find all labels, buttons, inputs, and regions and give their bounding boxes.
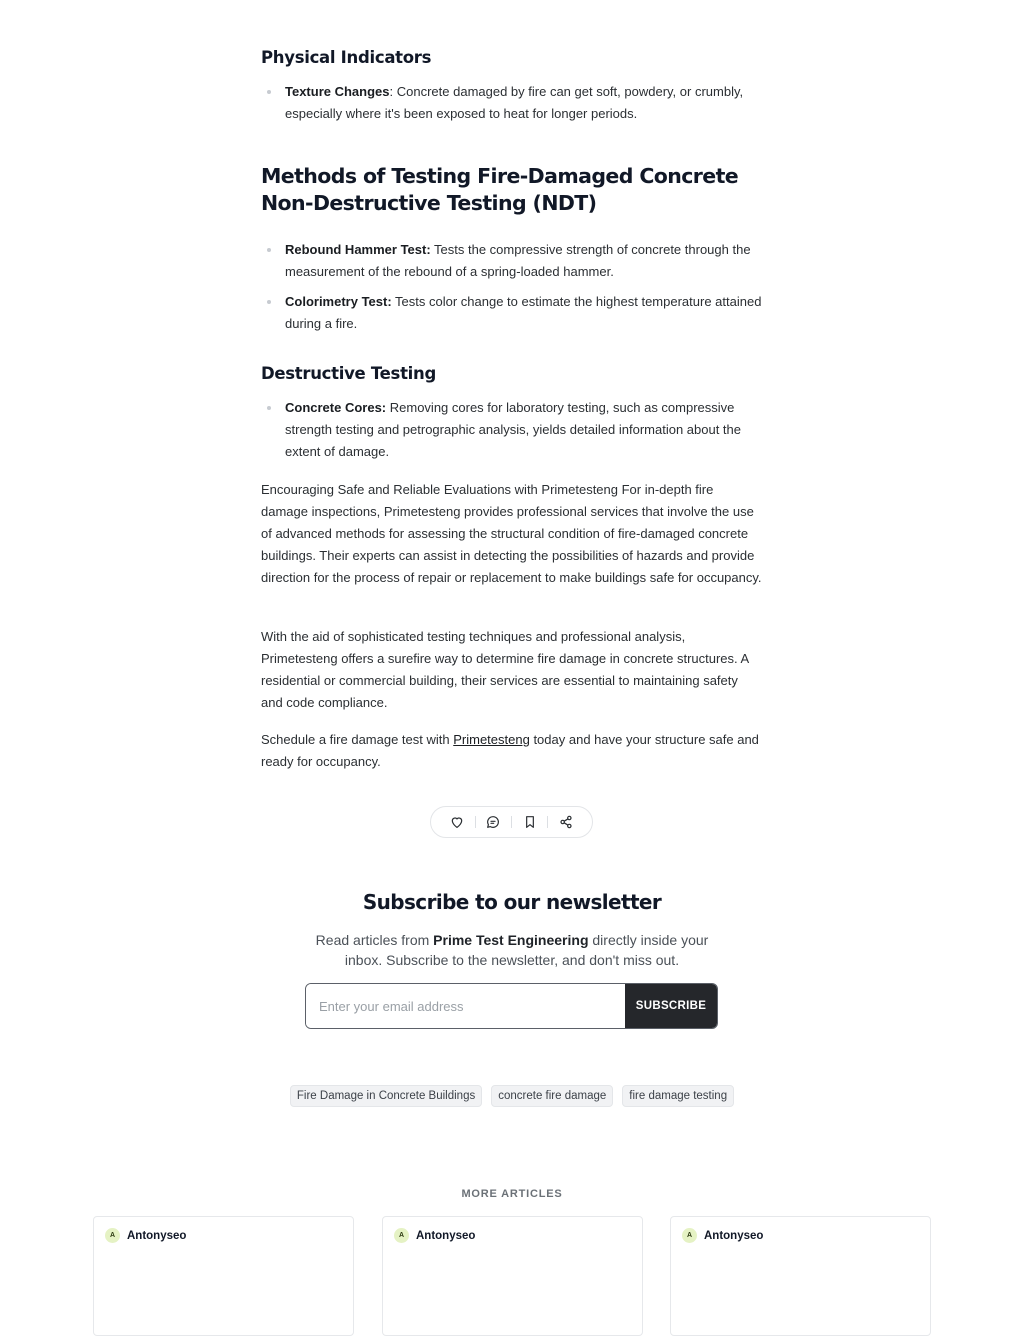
subscribe-form: [305, 983, 718, 1029]
list-item: [261, 397, 763, 463]
share-icon: [558, 814, 574, 830]
paragraph-schedule: [261, 729, 763, 773]
tag-fire-damage-in-concrete-buildings[interactable]: Fire Damage in Concrete Buildings: [290, 1085, 482, 1107]
bookmark-button[interactable]: [519, 811, 541, 833]
comment-button[interactable]: [482, 811, 504, 833]
physical-indicators-heading: Physical Indicators: [261, 48, 432, 67]
author-name[interactable]: Antonyseo: [127, 1229, 187, 1242]
author-name[interactable]: Antonyseo: [416, 1229, 476, 1242]
list-item-term: Texture Changes: [285, 84, 390, 99]
avatar: A: [394, 1228, 409, 1243]
comment-icon: [485, 814, 501, 830]
list-item-term: Concrete Cores:: [285, 400, 387, 415]
email-input[interactable]: [306, 984, 625, 1028]
share-button[interactable]: [555, 811, 577, 833]
divider: [511, 816, 512, 828]
list-item-term: Rebound Hammer Test:: [285, 242, 431, 257]
list-item-text: Concrete damaged by fire can get soft, powdery, or crumbly, especially where it's been exposed to heat for longer periods.: [285, 84, 744, 121]
ndt-list: [261, 239, 763, 343]
newsletter-brand: Prime Test Engineering: [433, 932, 589, 948]
newsletter-description: [307, 931, 717, 970]
divider: [547, 816, 548, 828]
destructive-list: [261, 397, 763, 471]
avatar: A: [682, 1228, 697, 1243]
heart-icon: [449, 814, 465, 830]
article-card[interactable]: [93, 1216, 354, 1336]
list-item-text: Tests color change to estimate the highest temperature attained during a fire.: [285, 294, 762, 331]
list-item: [261, 291, 763, 335]
methods-heading: Methods of Testing Fire-Damaged Concrete Non-Destructive Testing (NDT): [261, 164, 739, 215]
list-item-text: Tests the compressive strength of concrete through the measurement of the rebound of a spring-loaded hammer.: [285, 242, 751, 279]
card-author[interactable]: [394, 1228, 475, 1243]
paragraph-techniques: With the aid of sophisticated testing techniques and professional analysis, Primetesteng offers a surefire way to determine fire damage in concrete structures. A residential or commercial building, their services are essential to maintaining safety and code compliance.: [261, 629, 749, 710]
like-button[interactable]: [446, 811, 468, 833]
list-item: [261, 81, 763, 125]
more-articles-label: MORE ARTICLES: [461, 1188, 563, 1200]
paragraph-evaluations: Encouraging Safe and Reliable Evaluations with Primetesteng For in-depth fire damage inspections, Primetesteng provides professional services that involve the use of advanced methods for assessing the structural condition of fire-damaged concrete buildings. Their experts can assist in detecting the possibilities of hazards and provide direction for the process of repair or replacement to make buildings safe for occupancy.: [261, 482, 762, 585]
article-actions-bar: [430, 806, 593, 838]
list-item-term: Colorimetry Test:: [285, 294, 392, 309]
divider: [475, 816, 476, 828]
physical-indicators-list: [261, 81, 763, 133]
newsletter-desc-after: directly inside your inbox. Subscribe to the newsletter, and don't miss out.: [344, 932, 709, 968]
article-card[interactable]: [670, 1216, 931, 1336]
bookmark-icon: [522, 814, 538, 830]
newsletter-title: Subscribe to our newsletter: [362, 890, 662, 914]
destructive-testing-heading: Destructive Testing: [261, 364, 436, 383]
card-author[interactable]: [105, 1228, 186, 1243]
subscribe-button[interactable]: SUBSCRIBE: [625, 984, 717, 1028]
newsletter-desc-before: Read articles from: [315, 932, 434, 948]
primetesteng-link[interactable]: Primetesteng: [453, 732, 530, 747]
tag-concrete-fire-damage[interactable]: concrete fire damage: [491, 1085, 613, 1107]
list-item: [261, 239, 763, 283]
list-item-sep: :: [389, 84, 394, 99]
tag-fire-damage-testing[interactable]: fire damage testing: [622, 1085, 734, 1107]
article-card[interactable]: [382, 1216, 643, 1336]
list-item-text: Removing cores for laboratory testing, such as compressive strength testing and petrographic analysis, yields detailed information about the extent of damage.: [285, 400, 742, 459]
avatar: A: [105, 1228, 120, 1243]
card-author[interactable]: [682, 1228, 763, 1243]
schedule-text-after: today and have your structure safe and ready for occupancy.: [261, 732, 759, 769]
author-name[interactable]: Antonyseo: [704, 1229, 764, 1242]
schedule-text-before: Schedule a fire damage test with: [261, 732, 454, 747]
tag-list: [0, 1085, 1024, 1107]
